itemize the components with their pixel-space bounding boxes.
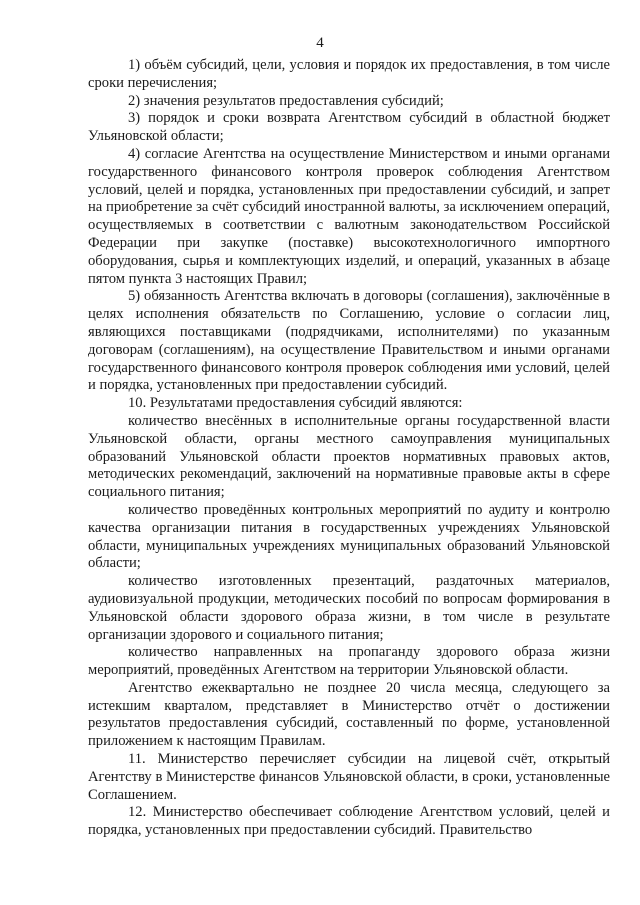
page-number: 4 <box>316 35 324 51</box>
paragraph: 11. Министерство перечисляет субсидии на лицевой счёт, открытый Агентству в Министерстве финансов Ульяновской области, в сроки, установленные Соглашением. <box>88 751 610 803</box>
paragraph: 2) значения результатов предоставления субсидий; <box>128 92 444 109</box>
paragraph: 12. Министерство обеспечивает соблюдение Агентством условий, целей и порядка, установленных при предоставлении субсидий. Правительство <box>88 804 610 839</box>
paragraph: Агентство ежеквартально не позднее 20 числа месяца, следующего за истекшим кварталом, представляет в Министерство отчёт о достижении результатов предоставления субсидий, составленный по форме, установленной приложением к настоящим Правилам. <box>88 679 610 750</box>
paragraph: 1) объём субсидий, цели, условия и порядок их предоставления, в том числе сроки перечисления; <box>88 57 610 91</box>
paragraph: количество изготовленных презентаций, раздаточных материалов, аудиовизуальной продукции, методических пособий по вопросам формирования в Ульяновской области здорового образа жизни, в том числе в результате организации здорового и социального питания; <box>88 573 610 643</box>
paragraph: 5) обязанность Агентства включать в договоры (соглашения), заключённые в целях исполнения обязательств по Соглашению, условие о согласии лиц, являющихся поставщиками (подрядчиками, исполнителями) по указанным договорам (соглашениям), на осуществление Правительством и иными органами государственного финансового контроля проверок соблюдения ими условий, целей и порядка, установленных при предоставлении субсидий. <box>88 288 610 394</box>
paragraph: 10. Результатами предоставления субсидий являются: <box>128 395 463 412</box>
paragraph: 3) порядок и сроки возврата Агентством субсидий в областной бюджет Ульяновской области; <box>88 110 610 145</box>
paragraph: количество направленных на пропаганду здорового образа жизни мероприятий, проведённых Агентством на территории Ульяновской области. <box>88 644 610 679</box>
document-body <box>88 57 610 840</box>
paragraph: количество проведённых контрольных мероприятий по аудиту и контролю качества организации питания в государственных учреждениях Ульяновской области, муниципальных учреждениях муниципальных образований Ульяновской области; <box>88 501 610 572</box>
paragraph: 4) согласие Агентства на осуществление Министерством и иными органами государственного финансового контроля проверок соблюдения Агентством условий, целей и порядка, установленных при предоставлении субсидий, и запрет на приобретение за счёт субсидий иностранной валюты, за исключением операций, осуществляемых в соответствии с валютным законодательством Российской Федерации при закупке (поставке) высокотехнологичного импортного оборудования, сырья и комплектующих изделий, и операций, указанных в абзаце пятом пункта 3 настоящих Правил; <box>88 145 610 287</box>
paragraph: количество внесённых в исполнительные органы государственной власти Ульяновской области, органы местного самоуправления муниципальных образований Ульяновской области проектов нормативных правовых актов, методических рекомендаций, заключений на нормативные правовые акты в сфере социального питания; <box>88 412 610 501</box>
